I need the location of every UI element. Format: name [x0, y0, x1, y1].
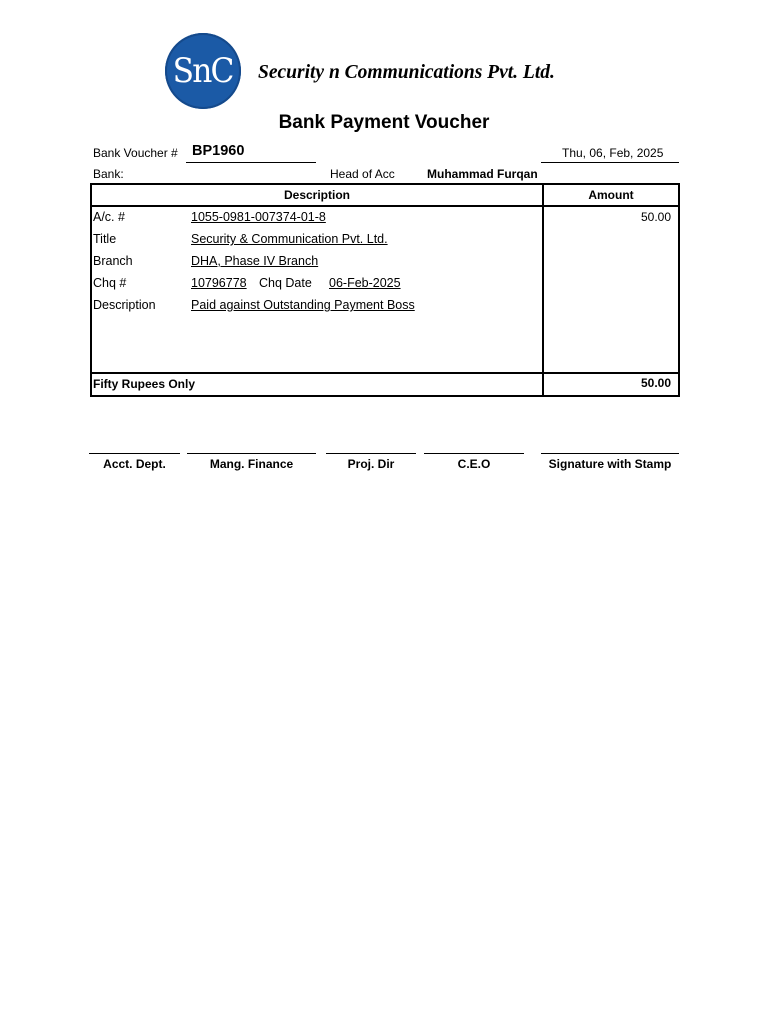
signature-line-finance — [187, 453, 316, 454]
signature-ceo: C.E.O — [457, 457, 491, 471]
company-name: Security n Communications Pvt. Ltd. — [258, 62, 555, 83]
title-value: Security & Communication Pvt. Ltd. — [191, 232, 388, 246]
account-number-label: A/c. # — [93, 210, 125, 224]
cheque-number-label: Chq # — [93, 276, 127, 290]
branch-value: DHA, Phase IV Branch — [191, 254, 319, 268]
signature-proj-dir: Proj. Dir — [347, 457, 395, 471]
signature-line-stamp — [541, 453, 679, 454]
voucher-number-label: Bank Voucher # — [93, 146, 178, 160]
voucher-number-underline — [186, 162, 316, 163]
head-of-acc-value: Muhammad Furqan — [427, 167, 538, 181]
amount-header: Amount — [588, 188, 634, 202]
branch-label: Branch — [93, 254, 133, 268]
document-title: Bank Payment Voucher — [278, 112, 490, 133]
voucher-date: Thu, 06, Feb, 2025 — [562, 146, 664, 160]
voucher-date-underline — [541, 162, 679, 163]
title-label: Title — [93, 232, 117, 246]
total-row-divider — [90, 372, 680, 374]
voucher-number: BP1960 — [192, 143, 245, 159]
signature-acct-dept: Acct. Dept. — [103, 457, 166, 471]
signature-line-acct — [89, 453, 180, 454]
company-logo — [165, 33, 241, 109]
description-label: Description — [93, 298, 156, 312]
cheque-date-value: 06-Feb-2025 — [329, 276, 401, 290]
description-header: Description — [283, 188, 350, 202]
cheque-date-label: Chq Date — [259, 276, 312, 290]
total-amount: 50.00 — [640, 376, 671, 390]
account-number-value: 1055-0981-007374-01-8 — [191, 210, 326, 224]
signature-with-stamp: Signature with Stamp — [548, 457, 672, 471]
amount-value: 50.00 — [640, 210, 671, 224]
logo-text: SnC — [172, 51, 234, 91]
cheque-number-value: 10796778 — [191, 276, 247, 290]
bank-label: Bank: — [93, 167, 124, 181]
amount-in-words: Fifty Rupees Only — [93, 377, 196, 391]
head-of-acc-label: Head of Acc — [330, 167, 395, 181]
header-row-divider — [90, 205, 680, 207]
description-value: Paid against Outstanding Payment Boss — [191, 298, 415, 312]
signature-mang-finance: Mang. Finance — [209, 457, 294, 471]
signature-line-ceo — [424, 453, 524, 454]
signature-line-projdir — [326, 453, 416, 454]
